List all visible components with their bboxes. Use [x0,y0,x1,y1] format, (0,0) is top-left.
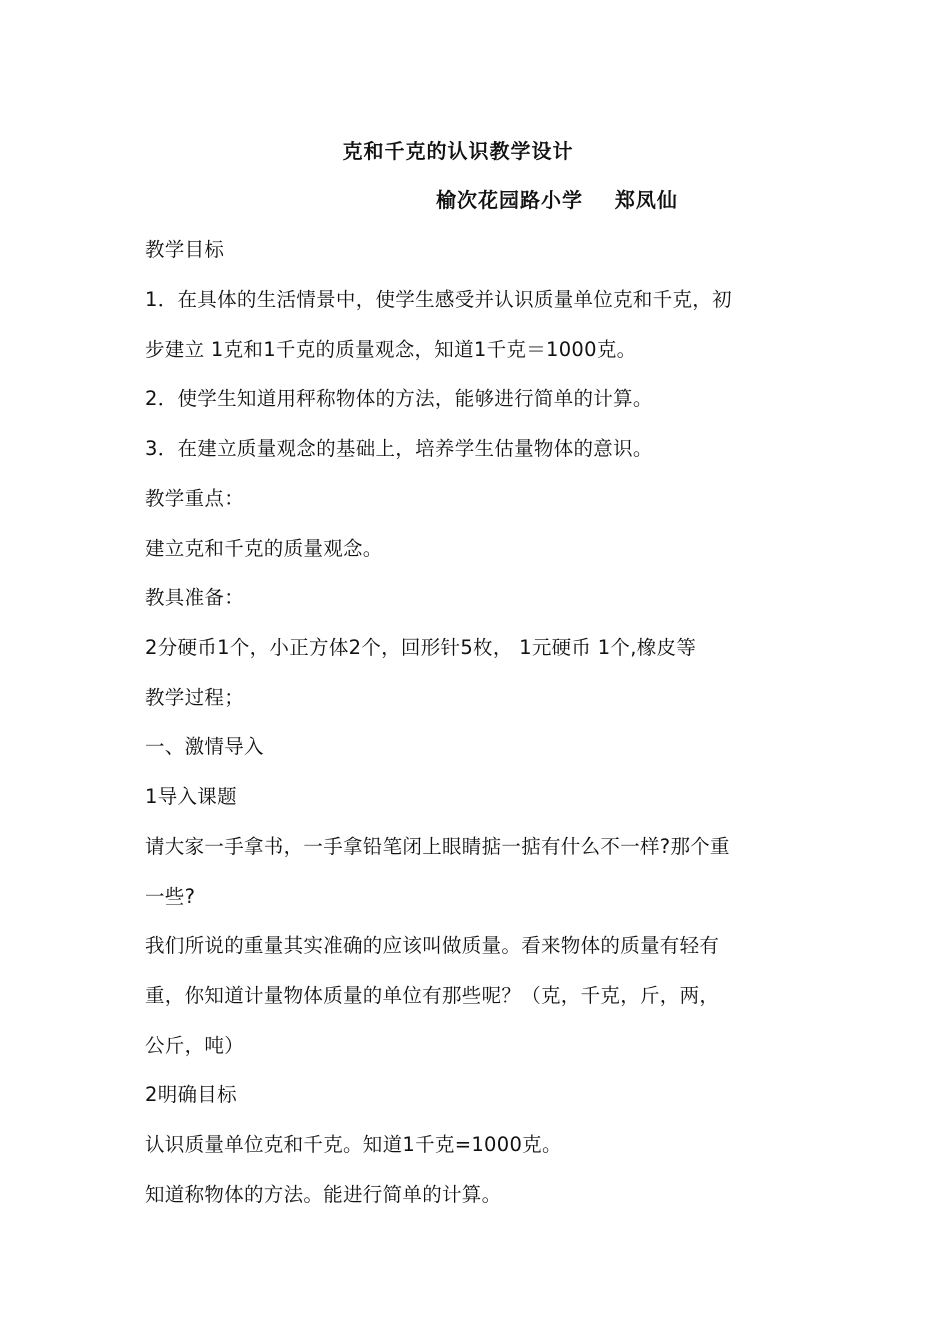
text-line: 1．在具体的生活情景中，使学生感受并认识质量单位克和千克，初 [145,288,732,311]
text-line: 知道称物体的方法。能进行简单的计算。 [145,1183,502,1206]
text-line: 教学过程； [145,686,245,709]
author-line: 榆次花园路小学 郑凤仙 [436,188,678,212]
text-line: 步建立 1克和1千克的质量观念，知道1千克＝1000克。 [145,338,637,361]
text-line: 公斤，吨） [145,1034,245,1057]
text-line: 认识质量单位克和千克。知道1千克=1000克。 [145,1133,562,1156]
text-line: 2．使学生知道用秤称物体的方法，能够进行简单的计算。 [145,387,653,410]
text-line: 教学重点： [145,487,245,510]
text-line: 请大家一手拿书，一手拿铅笔闭上眼睛掂一掂有什么不一样?那个重 [145,835,730,858]
text-line: 3．在建立质量观念的基础上，培养学生估量物体的意识。 [145,437,653,460]
text-line: 建立克和千克的质量观念。 [145,537,383,560]
text-line: 教具准备： [145,586,245,609]
text-line: 教学目标 [145,238,225,261]
text-line: 重，你知道计量物体质量的单位有那些呢？（克，千克，斤，两， [145,984,720,1007]
text-line: 2明确目标 [145,1083,237,1106]
text-line: 1导入课题 [145,785,237,808]
text-line: 我们所说的重量其实准确的应该叫做质量。看来物体的质量有轻有 [145,934,720,957]
text-line: 一、激情导入 [145,735,264,758]
text-line: 2分硬币1个，小正方体2个，回形针5枚， 1元硬币 1个,橡皮等 [145,636,697,659]
document-title: 克和千克的认识教学设计 [342,139,574,163]
text-line: 一些? [145,885,196,908]
